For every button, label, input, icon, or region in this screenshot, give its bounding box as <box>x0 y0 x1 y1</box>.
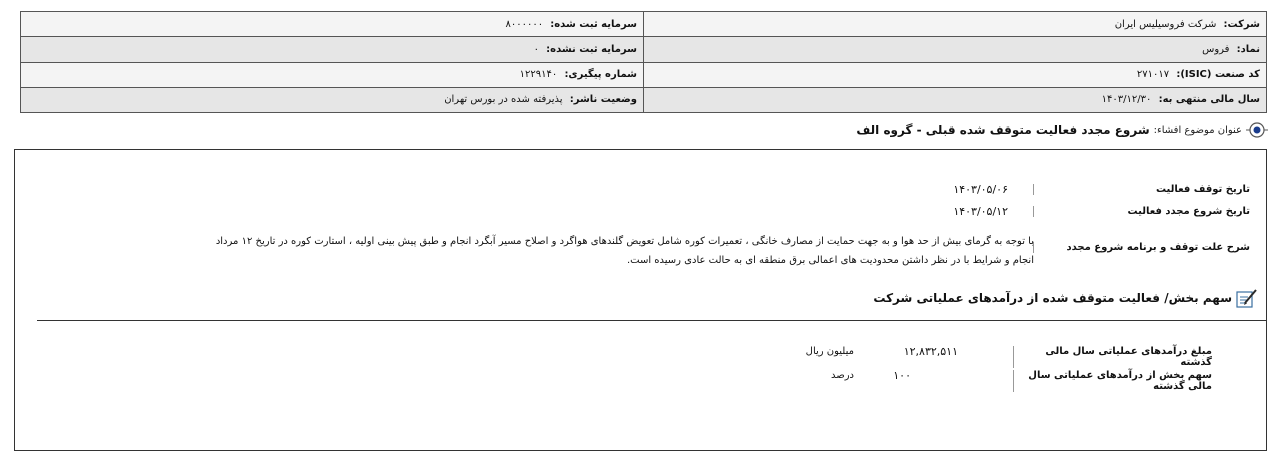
revenue-label: مبلغ درآمدهای عملیاتی سال مالی گذشته <box>1013 346 1212 368</box>
capital-registered-label: سرمایه ثبت شده: <box>550 18 637 30</box>
isic-value: ۲۷۱۰۱۷ <box>1136 69 1170 81</box>
reason-line-1: با توجه به گرمای بیش از حد هوا و به جهت حمایت از مصارف خانگی ، تعمیرات کوره شامل تعویض گلندهای هواگرد و اصلاح مسیر آبگرد انجام و طبق پیش بینی اولیه ، استارت کوره در تاریخ ۱۲ مرداد <box>215 236 1034 247</box>
subject-label: عنوان موضوع افشاء: <box>1153 124 1242 136</box>
info-row <box>21 62 1267 87</box>
share-unit: درصد <box>830 370 854 381</box>
section-divider <box>37 320 1266 321</box>
target-pin-icon <box>1246 121 1268 139</box>
company-label: شرکت: <box>1223 18 1260 30</box>
isic-cell <box>644 62 1267 87</box>
restart-date-label: تاریخ شروع مجدد فعالیت <box>1033 206 1250 217</box>
restart-date-value: ۱۴۰۳/۰۵/۱۲ <box>953 205 1008 218</box>
stop-date-label: تاریخ توقف فعالیت <box>1033 184 1250 195</box>
share-section-title: سهم بخش/ فعالیت متوقف شده از درآمدهای عملیاتی شرکت <box>873 291 1232 305</box>
reason-text <box>34 232 1034 270</box>
details-panel <box>14 149 1267 451</box>
capital-unregistered-label: سرمایه ثبت نشده: <box>546 43 637 55</box>
reason-line-2: انجام و شرایط با در نظر داشتن محدودیت های اعمالی برق منطقه ای به حالت عادی رسیده است. <box>626 255 1034 266</box>
capital-registered-cell <box>21 12 644 37</box>
capital-unregistered-value: ۰ <box>533 43 539 55</box>
status-cell <box>21 87 644 112</box>
info-row <box>21 12 1267 37</box>
fiscal-value: ۱۴۰۳/۱۲/۳۰ <box>1101 94 1152 106</box>
symbol-label: نماد: <box>1236 43 1260 55</box>
fiscal-label: سال مالی منتهی به: <box>1158 94 1260 106</box>
symbol-value: فروس <box>1202 43 1230 55</box>
status-value: پذیرفته شده در بورس تهران <box>444 94 563 106</box>
reason-label: شرح علت توقف و برنامه شروع مجدد <box>1033 242 1250 253</box>
share-value: ۱۰۰ <box>893 369 911 382</box>
tracking-label: شماره پیگیری: <box>564 69 637 81</box>
info-row <box>21 87 1267 112</box>
status-label: وضعیت ناشر: <box>569 94 637 106</box>
tracking-cell <box>21 62 644 87</box>
share-section-heading <box>873 288 1258 308</box>
company-cell <box>644 12 1267 37</box>
company-info-table <box>20 11 1267 113</box>
fiscal-cell <box>644 87 1267 112</box>
isic-label: کد صنعت (ISIC): <box>1176 69 1260 81</box>
revenue-unit: میلیون ریال <box>805 346 854 357</box>
subject-title: شروع مجدد فعالیت متوقف شده قبلی - گروه الف <box>856 123 1150 137</box>
capital-registered-value: ۸۰۰۰۰۰۰ <box>505 18 544 30</box>
edit-note-icon <box>1236 288 1258 308</box>
revenue-value: ۱۲,۸۳۲,۵۱۱ <box>903 345 958 358</box>
stop-date-value: ۱۴۰۳/۰۵/۰۶ <box>953 183 1008 196</box>
capital-unregistered-cell <box>21 37 644 62</box>
symbol-cell <box>644 37 1267 62</box>
info-row <box>21 37 1267 62</box>
company-value: شرکت فروسیلیس ایران <box>1114 18 1217 30</box>
share-label: سهم بخش از درآمدهای عملیاتی سال مالی گذشته <box>1013 370 1212 392</box>
disclosure-subject <box>856 121 1268 139</box>
tracking-value: ۱۲۲۹۱۴۰ <box>519 69 558 81</box>
